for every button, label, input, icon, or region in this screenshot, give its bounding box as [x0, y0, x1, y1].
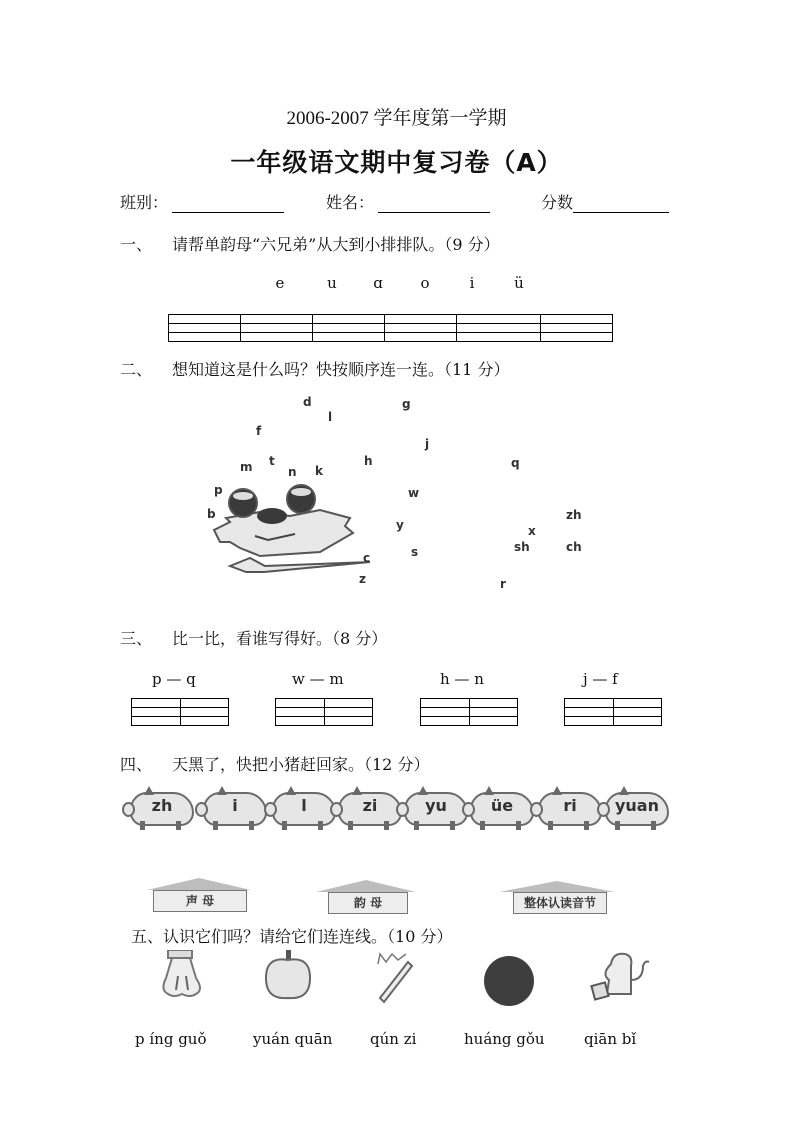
dot-c: c [363, 551, 371, 565]
dot-l: l [328, 410, 333, 424]
letter: ɑ [373, 274, 383, 292]
dot-w: w [408, 486, 420, 500]
section4-heading: 四、 天黑了，快把小猪赶回家。（12 分） [120, 755, 430, 774]
dot-z: z [359, 572, 366, 586]
dot-k: k [315, 464, 323, 478]
score-label: 分数 [541, 193, 574, 212]
letter: o [420, 274, 430, 292]
pinyin-label: qiān bǐ [584, 1030, 637, 1048]
name-label: 姓名： [326, 193, 375, 212]
pair-grid-1[interactable] [131, 698, 229, 726]
dot-t: t [269, 454, 275, 468]
pair-label: h — n [440, 670, 484, 688]
pinyin-label: p íng guǒ [135, 1030, 207, 1048]
exam-subtitle: 2006-2007 学年度第一学期 [286, 108, 507, 129]
pair-label: w — m [292, 670, 344, 688]
dot-zh: zh [566, 508, 582, 522]
dot-q: q [511, 456, 520, 470]
pinyin-label: qún zi [370, 1030, 417, 1048]
dog-icon [587, 950, 653, 1006]
dot-g: g [402, 397, 411, 411]
section3-heading: 三、 比一比，看谁写得好。（8 分） [120, 629, 388, 648]
letter: ü [514, 274, 524, 292]
dot-s: s [411, 545, 419, 559]
pair-grid-3[interactable] [420, 698, 518, 726]
pair-label: j — f [583, 670, 618, 688]
section1-heading: 一、 请帮单韵母“六兄弟”从大到小排排队。（9 分） [120, 235, 500, 254]
pair-grid-4[interactable] [564, 698, 662, 726]
pencil-icon [370, 950, 420, 1004]
section5-heading: 五、认识它们吗？请给它们连连线。（10 分） [131, 927, 453, 946]
dot-j: j [425, 437, 430, 451]
dot-h: h [364, 454, 373, 468]
section2-heading: 二、 想知道这是什么吗？快按顺序连一连。（11 分） [120, 360, 510, 379]
dot-f: f [256, 424, 262, 438]
dot-r: r [500, 577, 506, 591]
dot-m: m [240, 460, 253, 474]
dot-b: b [207, 507, 216, 521]
dot-p: p [214, 483, 223, 497]
pinyin-label: huáng gǒu [464, 1030, 545, 1048]
letter: u [327, 274, 337, 292]
dot-ch: ch [566, 540, 582, 554]
class-label: 班别： [120, 193, 169, 212]
letter: e [275, 274, 285, 292]
letter: i [469, 274, 475, 292]
frog-drawing [200, 478, 370, 578]
dot-y: y [396, 518, 404, 532]
circle-icon [482, 954, 538, 1010]
dot-x: x [528, 524, 536, 538]
dot-n: n [288, 465, 297, 479]
apple-icon [262, 950, 314, 1004]
pair-label: p — q [152, 670, 196, 688]
pinyin-label: yuán quān [253, 1030, 333, 1048]
exam-title: 一年级语文期中复习卷（A） [230, 148, 563, 177]
dot-sh: sh [514, 540, 530, 554]
dot-d: d [303, 395, 312, 409]
skirt-icon [156, 950, 208, 1002]
pair-grid-2[interactable] [275, 698, 373, 726]
